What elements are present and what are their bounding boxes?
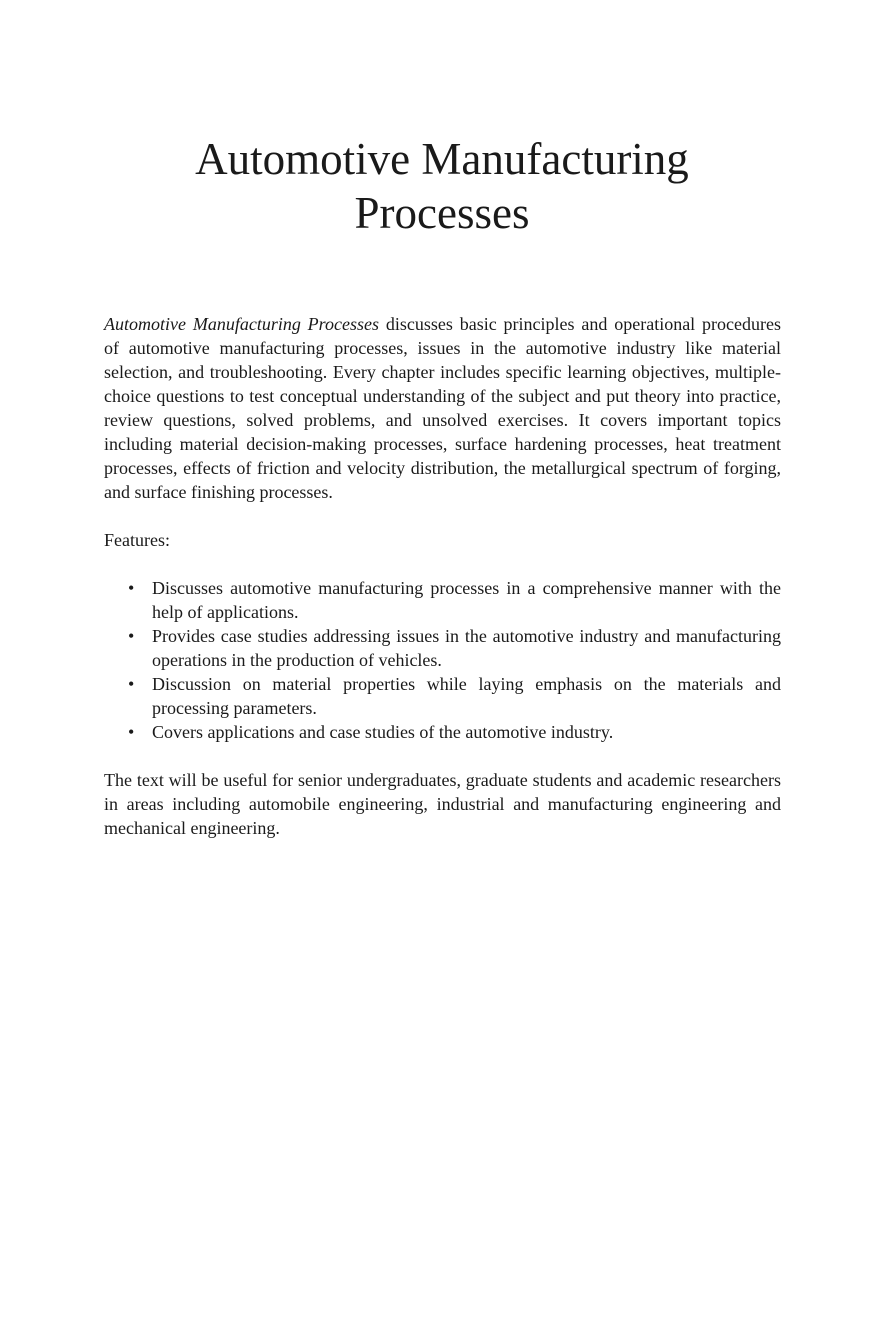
bullet-icon: •	[128, 722, 135, 742]
feature-text: Covers applications and case studies of the automotive industry.	[152, 722, 614, 742]
feature-text: Discusses automotive manufacturing processes in a comprehensive manner with the help of applications.	[152, 578, 781, 622]
bullet-icon: •	[128, 626, 135, 646]
list-item	[128, 720, 781, 744]
book-description	[104, 312, 781, 840]
description-text: discusses basic principles and operational procedures of automotive manufacturing processes, issues in the automotive industry like material selection, and troubleshooting. Every chapter includes specific learning objectives, multiple-choice questions to test conceptual understanding of the subject and put theory into practice, review questions, solved problems, and unsolved exercises. It covers important topics including material decision-making processes, surface hardening processes, heat treatment processes, effects of friction and velocity distribution, the metallurgical spectrum of forging, and surface finishing processes.	[104, 314, 781, 502]
book-title	[0, 132, 884, 240]
list-item	[128, 624, 781, 672]
features-heading: Features:	[104, 530, 170, 550]
list-item	[128, 576, 781, 624]
title-line-1: Automotive Manufacturing	[195, 134, 689, 184]
audience-paragraph: The text will be useful for senior undergraduates, graduate students and academic researchers in areas including automobile engineering, industrial and manufacturing engineering and mechanical engineering.	[104, 770, 781, 838]
feature-text: Discussion on material properties while laying emphasis on the materials and processing parameters.	[152, 674, 781, 718]
feature-text: Provides case studies addressing issues in the automotive industry and manufacturing operations in the production of vehicles.	[152, 626, 781, 670]
description-paragraph	[104, 312, 781, 504]
book-name-italic: Automotive Manufacturing Processes	[104, 314, 379, 334]
list-item	[128, 672, 781, 720]
bullet-icon: •	[128, 674, 135, 694]
title-line-2: Processes	[354, 188, 530, 238]
bullet-icon: •	[128, 578, 135, 598]
features-list	[104, 576, 781, 744]
